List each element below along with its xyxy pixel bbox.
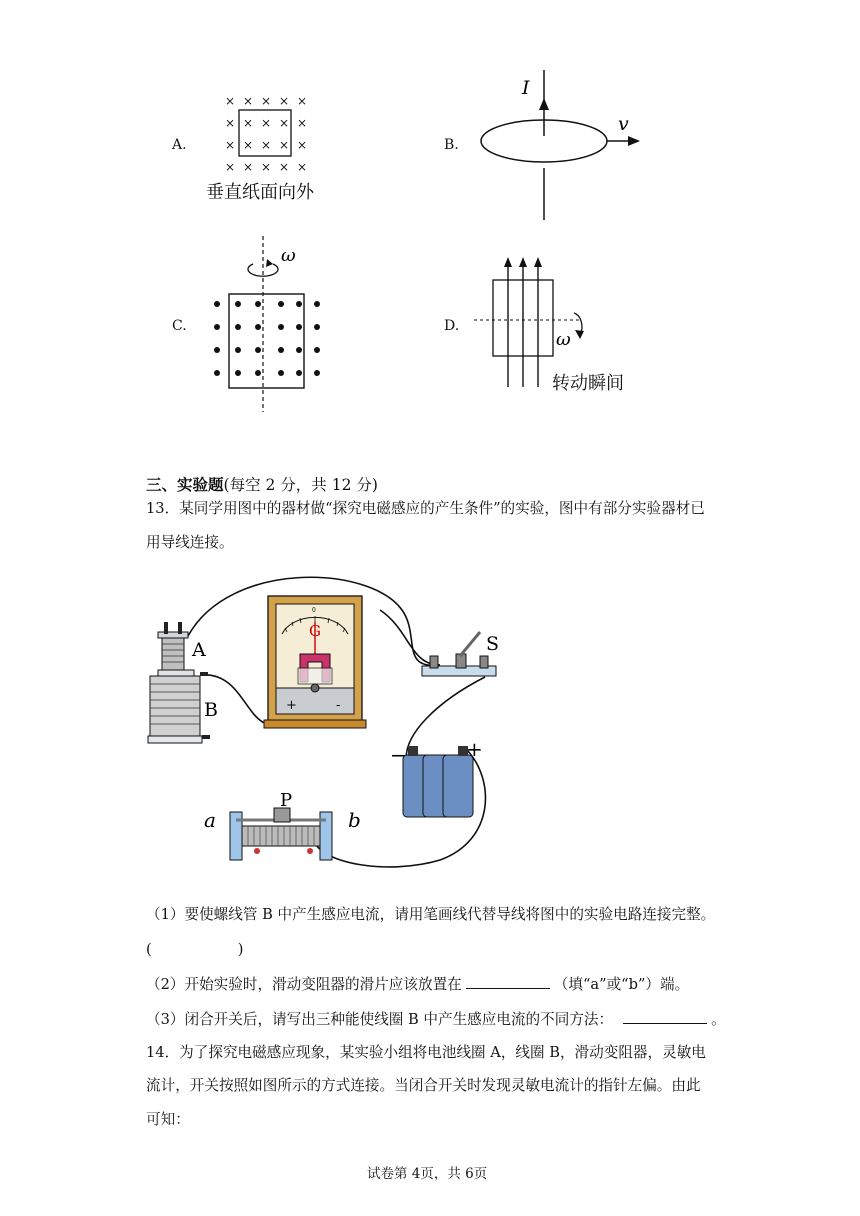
field-dot-symbol — [296, 301, 302, 307]
answer-paren-open: ( — [146, 941, 152, 958]
field-dot-symbol — [296, 324, 302, 330]
field-cross-symbol: × — [278, 160, 290, 174]
q14-line2: 流计，开关按照如图所示的方式连接。当闭合开关时发现灵敏电流计的指针左偏。由此 — [146, 1077, 701, 1094]
field-cross-symbol: × — [224, 160, 236, 174]
option-b-wire-loop-diagram — [470, 68, 650, 224]
meter-zero: 0 — [312, 607, 316, 614]
field-cross-symbol: × — [242, 160, 254, 174]
field-dot-symbol — [278, 347, 284, 353]
current-label: I — [522, 77, 530, 99]
sub2-answer-blank — [466, 976, 550, 989]
field-cross-symbol: × — [296, 160, 308, 174]
q13-sub2 — [146, 976, 689, 993]
field-dot-symbol — [255, 301, 261, 307]
battery-minus: − — [390, 743, 407, 767]
section-heading — [146, 473, 378, 495]
field-cross-symbol: × — [296, 138, 308, 152]
galvanometer — [264, 596, 366, 728]
q13-sub3 — [146, 1011, 726, 1028]
field-dot-symbol — [255, 370, 261, 376]
section-title: 三、实验题 — [146, 476, 224, 494]
label-slider-p: P — [280, 790, 293, 811]
label-coil-b: B — [204, 699, 218, 721]
field-cross-symbol: × — [260, 94, 272, 108]
field-dot-symbol — [255, 324, 261, 330]
q13-stem-line1: 13．某同学用图中的器材做“探究电磁感应的产生条件”的实验，图中有部分实验器材已 — [146, 500, 705, 517]
label-end-b: b — [348, 808, 361, 832]
field-dot-symbol — [235, 347, 241, 353]
q13-sub1: （1）要使螺线管 B 中产生感应电流，请用笔画线代替导线将图中的实验电路连接完整。 — [146, 906, 716, 923]
sub3-text-post: 。 — [711, 1011, 726, 1028]
field-cross-symbol: × — [224, 138, 236, 152]
field-dot-symbol — [278, 370, 284, 376]
field-dot-symbol — [235, 301, 241, 307]
q14-line1: 14．为了探究电磁感应现象，某实验小组将电池线圈 A，线圈 B，滑动变阻器，灵敏电 — [146, 1044, 706, 1061]
field-cross-symbol: × — [260, 116, 272, 130]
field-dot-symbol — [296, 370, 302, 376]
page-footer: 试卷第 4页，共 6页 — [367, 1166, 488, 1182]
field-cross-symbol: × — [260, 160, 272, 174]
field-dot-symbol — [214, 347, 220, 353]
label-switch: S — [486, 633, 500, 655]
switch — [422, 632, 496, 676]
field-dot-symbol — [296, 347, 302, 353]
label-coil-a: A — [192, 639, 206, 661]
field-cross-symbol: × — [242, 116, 254, 130]
label-end-a: a — [204, 808, 216, 832]
option-d-caption: 转动瞬间 — [552, 373, 624, 394]
meter-minus: - — [336, 698, 341, 713]
option-a-caption: 垂直纸面向外 — [206, 182, 314, 203]
q13-sub1-answer-blank — [146, 943, 243, 958]
option-c-label: C. — [172, 318, 187, 334]
field-dot-symbol — [314, 301, 320, 307]
field-dot-symbol — [235, 370, 241, 376]
option-d-label: D. — [444, 318, 460, 334]
field-dot-symbol — [278, 324, 284, 330]
battery-plus: + — [466, 737, 483, 761]
field-dot-symbol — [314, 324, 320, 330]
section-note: (每空 2 分，共 12 分) — [223, 476, 378, 494]
field-dot-symbol — [235, 324, 241, 330]
field-cross-symbol: × — [242, 138, 254, 152]
option-c-rotating-coil-diagram — [205, 234, 330, 414]
field-dot-symbol — [314, 347, 320, 353]
field-cross-symbol: × — [278, 138, 290, 152]
sub3-answer-blank — [623, 1011, 707, 1024]
field-dot-symbol — [214, 324, 220, 330]
field-dot-symbol — [214, 370, 220, 376]
option-a-field-diagram — [222, 90, 318, 174]
field-cross-symbol: × — [296, 94, 308, 108]
field-cross-symbol: × — [278, 116, 290, 130]
sub3-text-pre: （3）闭合开关后，请写出三种能使线圈 B 中产生感应电流的不同方法： — [146, 1011, 614, 1028]
field-cross-symbol: × — [296, 116, 308, 130]
sub2-text-pre: （2）开始实验时，滑动变阻器的滑片应该放置在 — [146, 976, 462, 993]
q13-stem-line2: 用导线连接。 — [146, 534, 234, 551]
q13-apparatus-figure — [140, 570, 520, 875]
q14-line3: 可知： — [146, 1111, 190, 1128]
field-dot-symbol — [278, 301, 284, 307]
option-b-label: B. — [444, 137, 459, 153]
field-dot-symbol — [214, 301, 220, 307]
field-cross-symbol: × — [260, 138, 272, 152]
field-cross-symbol: × — [242, 94, 254, 108]
omega-c: ω — [281, 245, 296, 266]
field-cross-symbol: × — [224, 94, 236, 108]
field-cross-symbol: × — [278, 94, 290, 108]
option-a-label: A. — [172, 137, 187, 153]
sub2-text-post: （填“a”或“b”）端。 — [553, 976, 690, 993]
velocity-label: v — [618, 113, 629, 135]
field-dot-symbol — [314, 370, 320, 376]
omega-d: ω — [556, 329, 571, 350]
meter-plus: + — [286, 698, 297, 713]
answer-paren-close: ) — [237, 941, 244, 958]
field-cross-symbol: × — [224, 116, 236, 130]
field-dot-symbol — [255, 347, 261, 353]
label-galvanometer: G — [309, 622, 321, 640]
rheostat — [230, 808, 332, 860]
battery — [403, 746, 473, 817]
